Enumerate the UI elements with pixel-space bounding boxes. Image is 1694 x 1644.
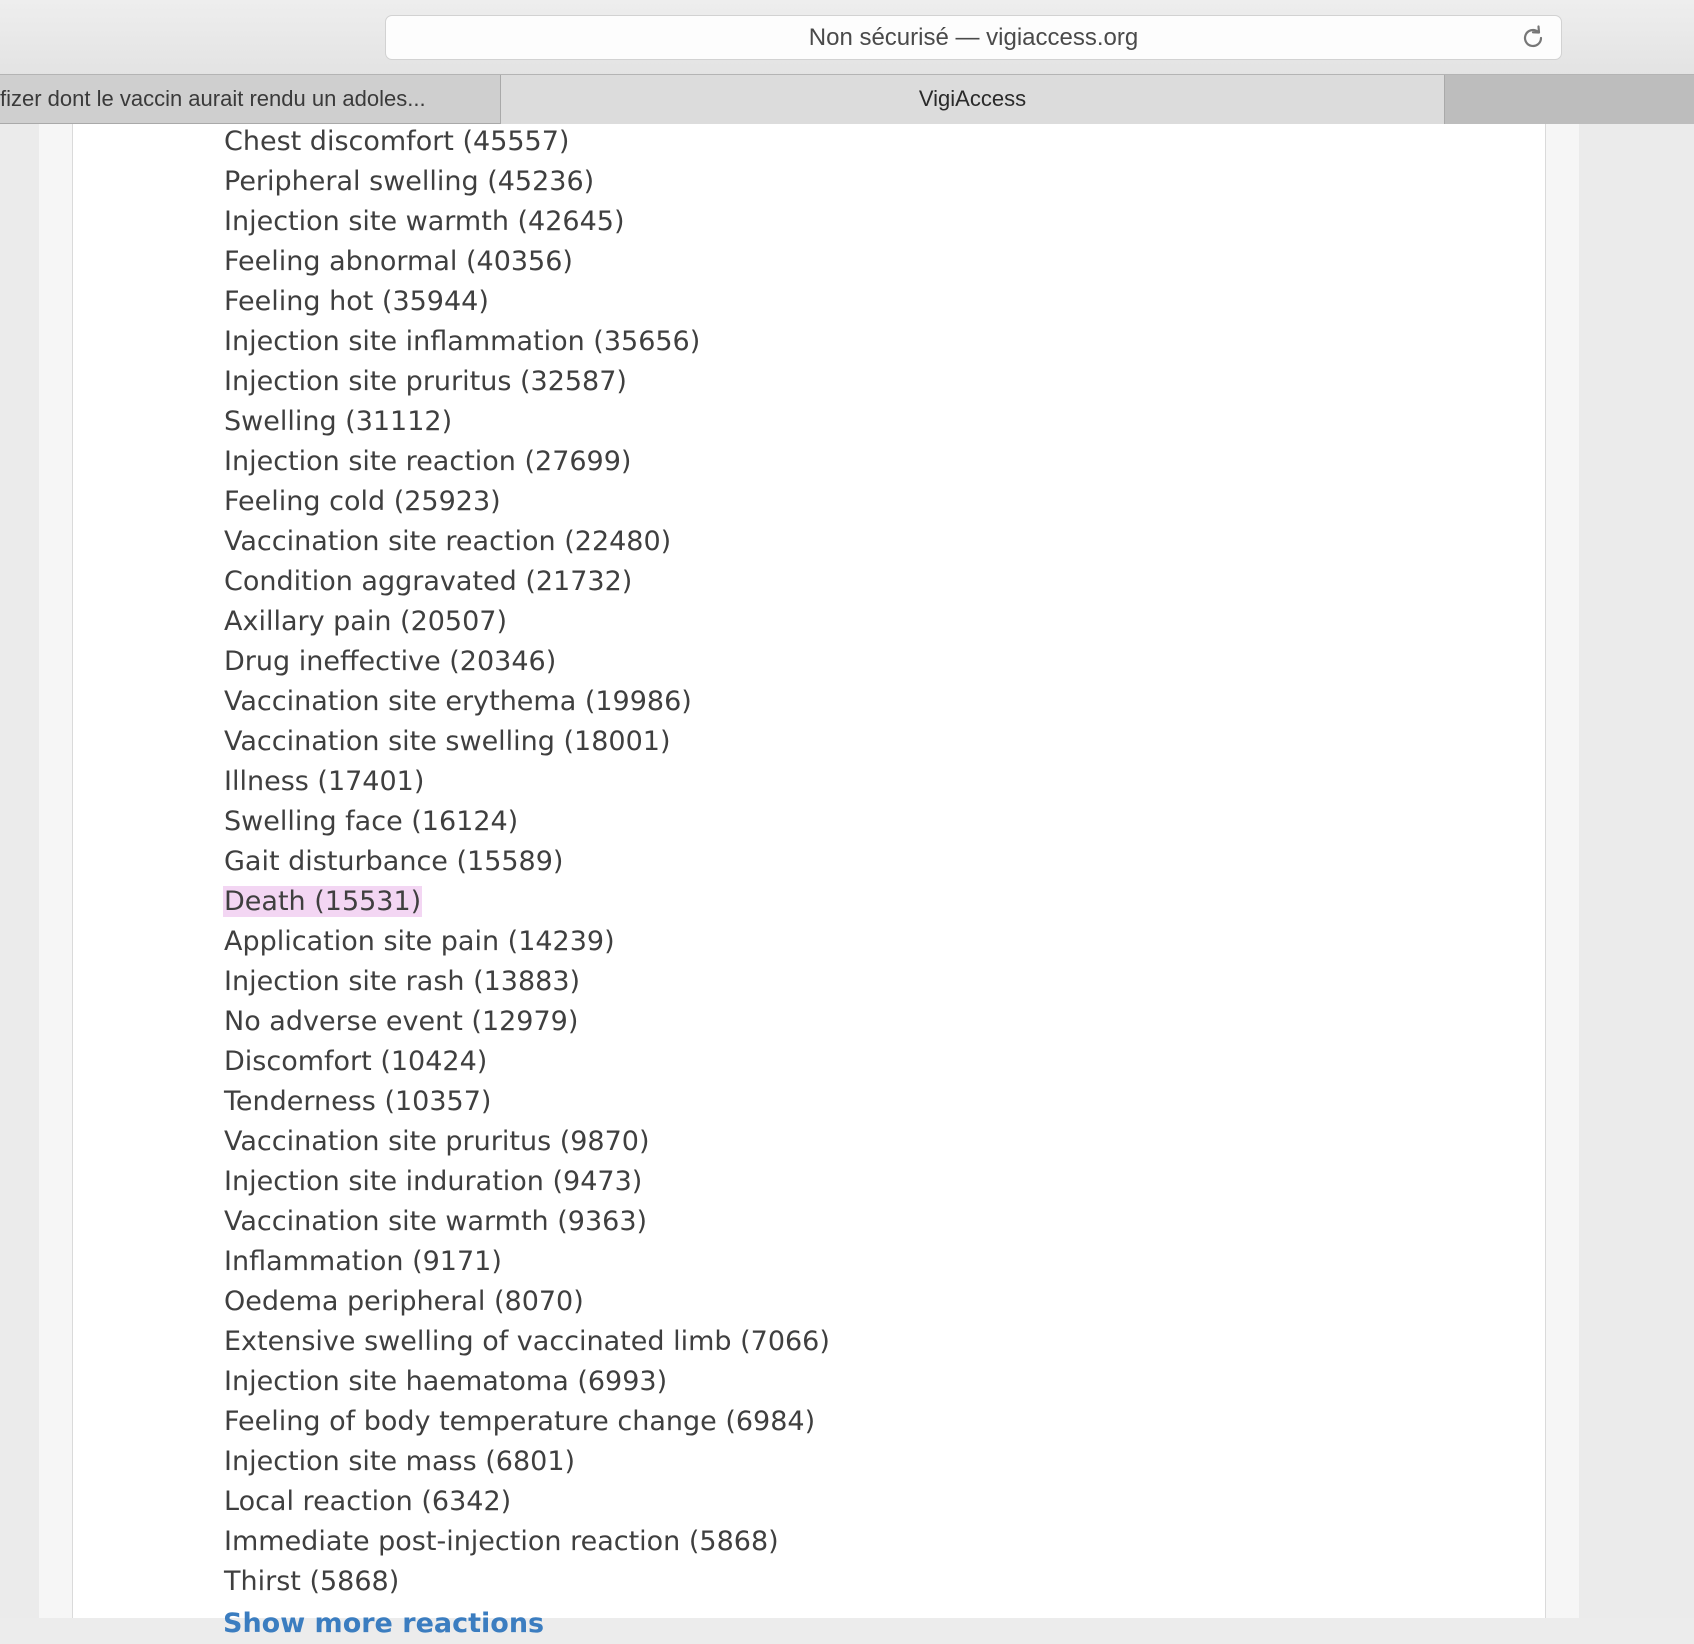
reaction-label: Swelling (31112): [224, 406, 453, 437]
reaction-item: [223, 1162, 831, 1202]
reaction-item: [223, 322, 831, 362]
reaction-item: [223, 642, 831, 682]
reaction-item: [223, 882, 831, 922]
reaction-label: Vaccination site erythema (19986): [224, 686, 692, 717]
reaction-label: Peripheral swelling (45236): [224, 166, 595, 197]
reaction-item: [223, 1442, 831, 1482]
reaction-label: Injection site induration (9473): [224, 1166, 643, 1197]
reaction-label: Feeling hot (35944): [224, 286, 489, 317]
reaction-item: [223, 722, 831, 762]
reaction-label: Thirst (5868): [224, 1566, 400, 1597]
reaction-item: [223, 842, 831, 882]
reaction-label: Injection site reaction (27699): [224, 446, 632, 477]
reaction-item: [223, 122, 831, 162]
reaction-item: [223, 482, 831, 522]
reaction-item: [223, 1282, 831, 1322]
reaction-item: [223, 762, 831, 802]
reaction-item: [223, 1322, 831, 1362]
reaction-label: Death (15531): [224, 886, 422, 917]
show-more-reactions-link[interactable]: Show more reactions: [223, 1608, 545, 1639]
reaction-item: [223, 242, 831, 282]
reaction-item: [223, 1482, 831, 1522]
reaction-item: [223, 1042, 831, 1082]
reaction-item: [223, 1362, 831, 1402]
tab-bar: [0, 74, 1694, 124]
reaction-label: Oedema peripheral (8070): [224, 1286, 584, 1317]
reaction-label: Application site pain (14239): [224, 926, 615, 957]
reaction-label: Injection site warmth (42645): [224, 206, 625, 237]
reaction-item: [223, 1242, 831, 1282]
reaction-label: Injection site inflammation (35656): [224, 326, 701, 357]
reaction-item: [223, 522, 831, 562]
reaction-label: Chest discomfort (45557): [224, 126, 570, 157]
reaction-label: Illness (17401): [224, 766, 425, 797]
reaction-label: Tenderness (10357): [224, 1086, 492, 1117]
reaction-label: Extensive swelling of vaccinated limb (7066): [224, 1326, 830, 1357]
reaction-label: Injection site pruritus (32587): [224, 366, 627, 397]
reaction-item: [223, 202, 831, 242]
reaction-list: [223, 122, 831, 1602]
reaction-label: Injection site mass (6801): [224, 1446, 576, 1477]
address-bar[interactable]: [385, 15, 1562, 60]
reaction-item: [223, 442, 831, 482]
reaction-item: [223, 922, 831, 962]
reaction-item: [223, 962, 831, 1002]
reaction-item: [223, 602, 831, 642]
address-text: Non sécurisé — vigiaccess.org: [808, 24, 1139, 51]
reaction-label: Vaccination site warmth (9363): [224, 1206, 648, 1237]
reaction-label: Condition aggravated (21732): [224, 566, 633, 597]
reaction-item: [223, 402, 831, 442]
reaction-item: [223, 562, 831, 602]
reaction-item: [223, 1402, 831, 1442]
reaction-label: Drug ineffective (20346): [224, 646, 557, 677]
reaction-label: Discomfort (10424): [224, 1046, 488, 1077]
reaction-label: Immediate post-injection reaction (5868): [224, 1526, 779, 1557]
reaction-label: Inflammation (9171): [224, 1246, 502, 1277]
reaction-label: Injection site rash (13883): [224, 966, 581, 997]
reaction-item: [223, 1522, 831, 1562]
reaction-item: [223, 362, 831, 402]
reaction-item: [223, 802, 831, 842]
reaction-label: Local reaction (6342): [224, 1486, 512, 1517]
browser-toolbar: [0, 0, 1694, 75]
reaction-label: No adverse event (12979): [224, 1006, 579, 1037]
reload-icon[interactable]: [1519, 24, 1547, 52]
reaction-label: Vaccination site pruritus (9870): [224, 1126, 650, 1157]
reaction-item: [223, 1002, 831, 1042]
reaction-label: Gait disturbance (15589): [224, 846, 564, 877]
reaction-item: [223, 1562, 831, 1602]
reaction-item: [223, 1082, 831, 1122]
reaction-item: [223, 1122, 831, 1162]
reaction-label: Feeling of body temperature change (6984): [224, 1406, 816, 1437]
web-content: [0, 124, 1694, 1639]
reaction-label: Injection site haematoma (6993): [224, 1366, 668, 1397]
reaction-item: [223, 282, 831, 322]
tab-vigiaccess[interactable]: VigiAccess: [501, 75, 1445, 124]
reaction-label: Axillary pain (20507): [224, 606, 507, 637]
reaction-item: [223, 1202, 831, 1242]
reaction-label: Swelling face (16124): [224, 806, 519, 837]
reaction-label: Feeling abnormal (40356): [224, 246, 573, 277]
reaction-label: Vaccination site reaction (22480): [224, 526, 672, 557]
tab-article[interactable]: fizer dont le vaccin aurait rendu un adoles...: [0, 75, 501, 124]
tab-empty[interactable]: [1445, 75, 1694, 124]
reaction-label: Vaccination site swelling (18001): [224, 726, 671, 757]
reaction-item: [223, 682, 831, 722]
reaction-item: [223, 162, 831, 202]
reaction-label: Feeling cold (25923): [224, 486, 501, 517]
